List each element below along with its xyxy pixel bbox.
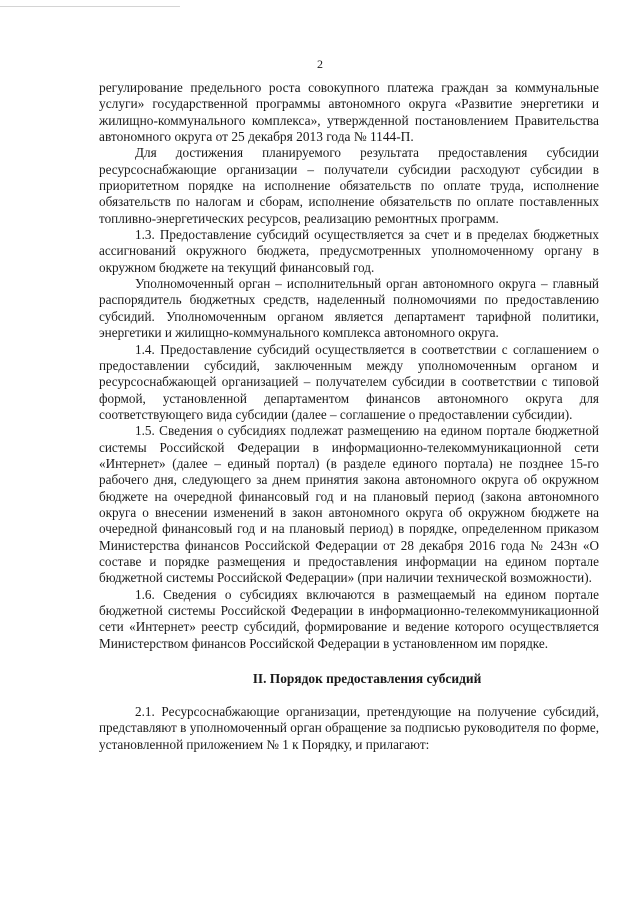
paragraph-2-1: 2.1. Ресурсоснабжающие организации, претендующие на получение субсидий, представляют в уполномоченный орган обращение за подписью руководителя по форме, установленной приложением № 1 к Порядку, и прилагают: [99, 704, 599, 752]
paragraph-1-6: 1.6. Сведения о субсидиях включаются в размещаемый на едином портале бюджетной системы Российской Федерации в информационно-телекоммуникационной сети «Интернет» реестр субсидий, формирование и ведение которого осуществляется Министерством финансов Российской Федерации в установленном им порядке. [99, 586, 599, 651]
paragraph-1-5: 1.5. Сведения о субсидиях подлежат размещению на едином портале бюджетной системы Российской Федерации в информационно-телекоммуникационной сети «Интернет» (далее – единый портал) (в разделе единого портала) не позднее 15-го рабочего дня, следующего за днем принятия закона автономного округа об окружном бюджете на очередной финансовый год и на плановый период (закона автономного округа о внесении изменений в закон автономного округа об окружном бюджете на очередной финансовый год и на плановый период) в порядке, определенном приказом Министерства финансов Российской Федерации от 28 декабря 2016 года № 243н «О составе и порядке размещения и предоставления информации на едином портале бюджетной системы Российской Федерации» (при наличии технической возможности). [99, 423, 599, 586]
paragraph-program-reference: регулирование предельного роста совокупного платежа граждан за коммунальные услуги» государственной программы автономного округа «Развитие энергетики и жилищно-коммунального комплекса», утвержденной постановлением Правительства автономного округа от 25 декабря 2013 года № 1144-П. [99, 80, 599, 145]
document-body [99, 80, 599, 753]
paragraph-authorized-body: Уполномоченный орган – исполнительный орган автономного округа – главный распорядитель бюджетных средств, наделенный полномочиями по предоставлению субсидий. Уполномоченным органом является департамент тарифной политики, энергетики и жилищно-коммунального комплекса автономного округа. [99, 276, 599, 341]
section-title: II. Порядок предоставления субсидий [252, 671, 482, 687]
paragraph-1-3: 1.3. Предоставление субсидий осуществляется за счет и в пределах бюджетных ассигнований окружного бюджета, предусмотренных уполномоченному органу в окружном бюджете на текущий финансовый год. [99, 227, 599, 275]
scan-edge-line [0, 6, 180, 7]
page-number: 2 [317, 57, 323, 71]
paragraph-subsidy-usage: Для достижения планируемого результата предоставления субсидии ресурсоснабжающие организации – получатели субсидии расходуют субсидии в приоритетном порядке на исполнение обязательств по оплате труда, исполнение обязательств по налогам и сборам, исполнение обязательств по оплате поставленных топливно-энергетических ресурсов, реализацию ремонтных программ. [99, 145, 599, 226]
paragraph-1-4: 1.4. Предоставление субсидий осуществляется в соответствии с соглашением о предоставлении субсидий, заключенным между уполномоченным органом и ресурсоснабжающей организацией – получателем субсидии в соответствии с типовой формой, установленной департаментом финансов автономного округа для соответствующего вида субсидии (далее – соглашение о предоставлении субсидии). [99, 341, 599, 422]
